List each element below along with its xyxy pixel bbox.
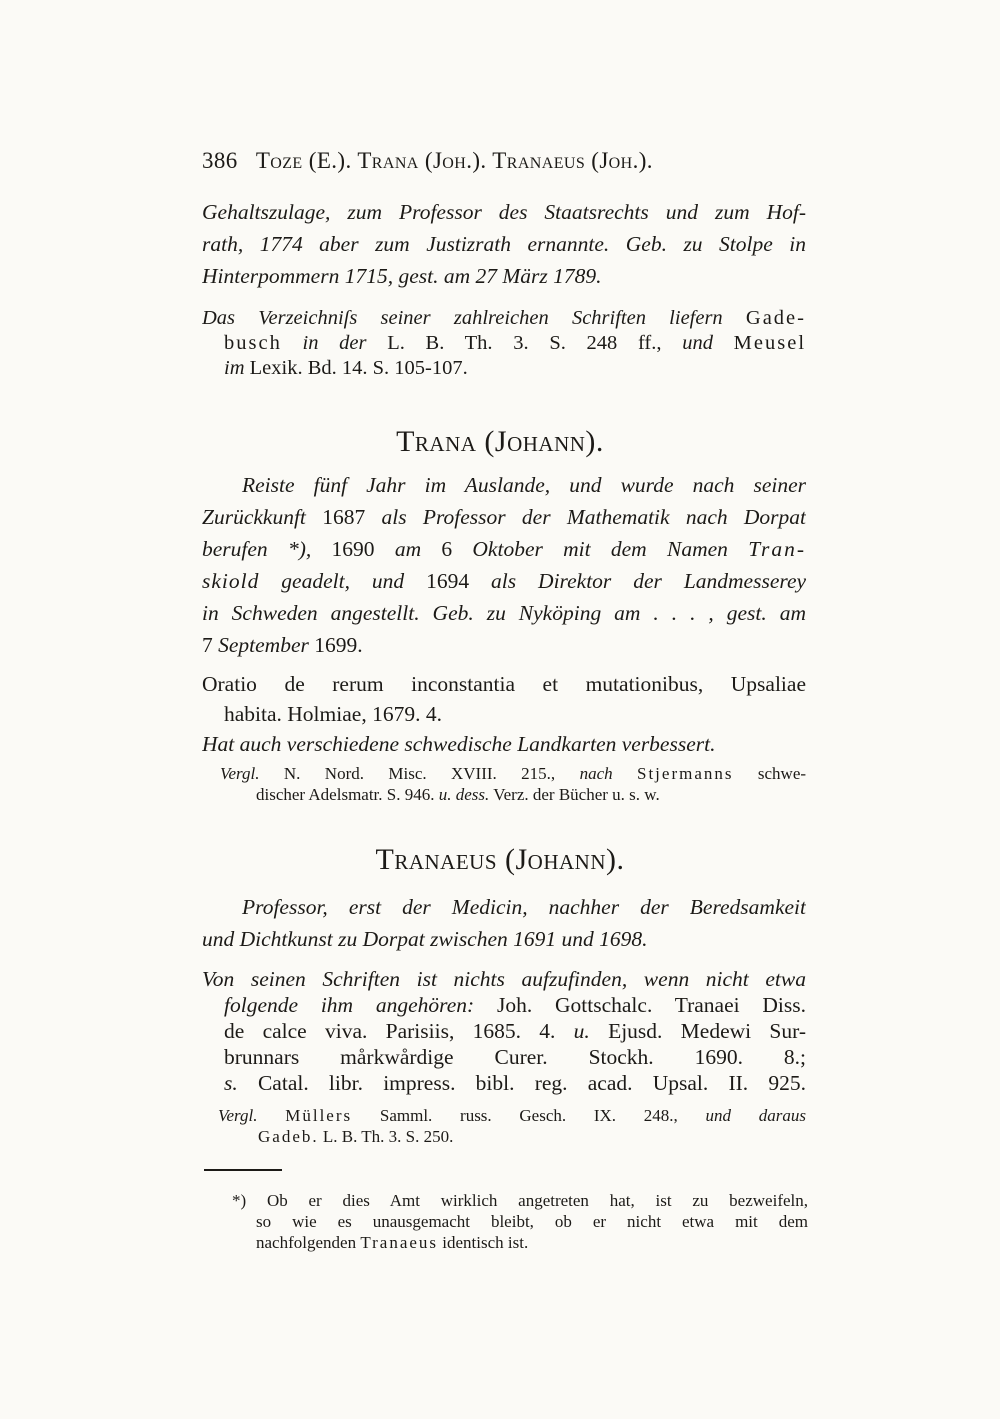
footnote-divider	[204, 1169, 282, 1171]
text-line: *) Ob er dies Amt wirklich angetreten hat, ist zu bezweifeln,	[232, 1191, 808, 1210]
text-run: Tran-	[748, 537, 806, 561]
text-line	[202, 565, 806, 597]
text-run: und daraus	[705, 1106, 806, 1125]
trana-reference	[202, 763, 806, 805]
text-run: u. dess.	[438, 785, 490, 804]
text-run: s.	[224, 1071, 238, 1095]
author-name: busch	[224, 332, 282, 354]
text-run: discher Adelsmatr. S. 946.	[256, 785, 435, 804]
text-line: in Schweden angestellt. Geb. zu Nyköping am . . . , gest. am	[202, 601, 806, 625]
text-run: L. B. Th. 3. S. 250.	[322, 1127, 454, 1146]
running-head	[202, 148, 822, 174]
text-line	[202, 501, 806, 533]
author-name: Gade-	[745, 307, 806, 329]
text-run: nach	[579, 764, 613, 783]
text-run: folgende ihm angehören:	[224, 993, 475, 1017]
trana-biography	[202, 469, 806, 661]
text-line	[202, 1070, 806, 1096]
text-line	[202, 469, 806, 501]
text-run: 1694	[426, 569, 470, 593]
text-line: Oratio de rerum inconstantia et mutationibus, Upsaliae	[202, 672, 806, 696]
text-run: L. B. Th. 3. S. 248 ff.,	[387, 332, 662, 354]
text-run: geadelt,	[281, 569, 350, 593]
text-run: Reiste fünf Jahr im Auslande, und wurde nach seiner	[242, 473, 806, 497]
text-line	[202, 331, 806, 356]
text-run: de calce viva. Parisiis, 1685. 4.	[224, 1019, 556, 1043]
text-line: Hat auch verschiedene schwedische Landkarten verbessert.	[202, 732, 716, 756]
text-run: Vergl.	[218, 1106, 258, 1125]
text-line: und Dichtkunst zu Dorpat zwischen 1691 und 1698.	[202, 927, 648, 951]
text-line: Von seinen Schriften ist nichts aufzufinden, wenn nicht etwa	[202, 967, 806, 991]
text-line	[232, 1232, 808, 1253]
author-name: Tranaeus	[360, 1233, 439, 1252]
author-name: Meusel	[733, 332, 806, 354]
author-name: Gadeb.	[258, 1127, 319, 1146]
tranaeus-works	[202, 966, 806, 1096]
text-run: Zurückkunft	[202, 505, 306, 529]
text-run: u.	[573, 1019, 590, 1043]
text-run: Samml. russ. Gesch. IX. 248.,	[379, 1106, 678, 1125]
author-name: Stjermanns	[637, 764, 734, 783]
author-name: Müllers	[285, 1106, 353, 1125]
running-head-title: Toze (E.). Trana (Joh.). Tranaeus (Joh.).	[255, 148, 653, 173]
text-run: Ejusd. Medewi Sur-	[608, 1019, 806, 1043]
text-line	[202, 1126, 806, 1147]
text-run: in der	[302, 332, 367, 354]
text-run: Das Verzeichniſs seiner zahlreichen Schriften liefern	[202, 307, 723, 329]
text-run: Vergl.	[220, 764, 260, 783]
text-run: identisch ist.	[442, 1233, 529, 1252]
tranaeus-reference	[202, 1105, 806, 1147]
text-run: Oktober mit dem Namen	[472, 537, 728, 561]
text-run: schwe-	[757, 764, 806, 783]
text-line	[202, 533, 806, 565]
text-line	[202, 356, 806, 381]
text-run: Lexik. Bd. 14. S. 105-107.	[249, 357, 468, 379]
text-line	[202, 992, 806, 1018]
page-number: 386	[202, 148, 238, 173]
text-line: rath, 1774 aber zum Justizrath ernannte. Geb. zu Stolpe in	[202, 232, 806, 256]
previous-entry-continuation	[202, 196, 806, 292]
text-run: als Professor der Mathematik nach Dorpat	[381, 505, 806, 529]
text-run: skiold	[202, 569, 260, 593]
text-run: 1690	[331, 537, 375, 561]
text-run: als Direktor der Landmesserey	[491, 569, 806, 593]
text-line: so wie es unausgemacht bleibt, ob er nicht etwa mit dem	[256, 1212, 808, 1231]
text-run: September	[218, 633, 309, 657]
trana-works	[202, 668, 806, 760]
text-run: und	[371, 569, 405, 593]
text-run: Catal. libr. impress. bibl. reg. acad. Upsal. II. 925.	[257, 1071, 806, 1095]
text-run: nachfolgenden	[256, 1233, 357, 1252]
text-line: Gehaltszulage, zum Professor des Staatsrechts und zum Hof-	[202, 200, 806, 224]
text-run: Joh. Gottschalc. Tranaei Diss.	[496, 993, 806, 1017]
tranaeus-biography	[202, 891, 806, 955]
text-run: 7	[202, 633, 213, 657]
text-run: und	[682, 332, 713, 354]
previous-entry-writings	[202, 306, 806, 381]
text-run: 1687	[322, 505, 366, 529]
entry-heading-trana: Trana (Johann).	[396, 425, 604, 458]
text-run: am	[394, 537, 422, 561]
text-line	[202, 763, 806, 784]
text-line	[202, 784, 806, 805]
text-run: Verz. der Bücher u. s. w.	[493, 785, 660, 804]
footnote	[232, 1190, 808, 1253]
text-run: im	[224, 357, 245, 379]
text-run: 6	[441, 537, 453, 561]
entry-heading-tranaeus: Tranaeus (Johann).	[375, 843, 625, 876]
text-line: Professor, erst der Medicin, nachher der Beredsamkeit	[242, 895, 806, 919]
text-run: N. Nord. Misc. XVIII. 215.,	[283, 764, 556, 783]
text-line	[202, 306, 806, 331]
text-line: brunnars mårkwårdige Curer. Stockh. 1690. 8.;	[224, 1045, 806, 1069]
text-run: 1699.	[314, 633, 363, 657]
text-line: habita. Holmiae, 1679. 4.	[224, 702, 442, 726]
text-line	[202, 629, 806, 661]
text-line	[202, 1018, 806, 1044]
text-line: Hinterpommern 1715, gest. am 27 März 1789.	[202, 264, 602, 288]
text-run: berufen *),	[202, 537, 312, 561]
text-line	[202, 1105, 806, 1126]
